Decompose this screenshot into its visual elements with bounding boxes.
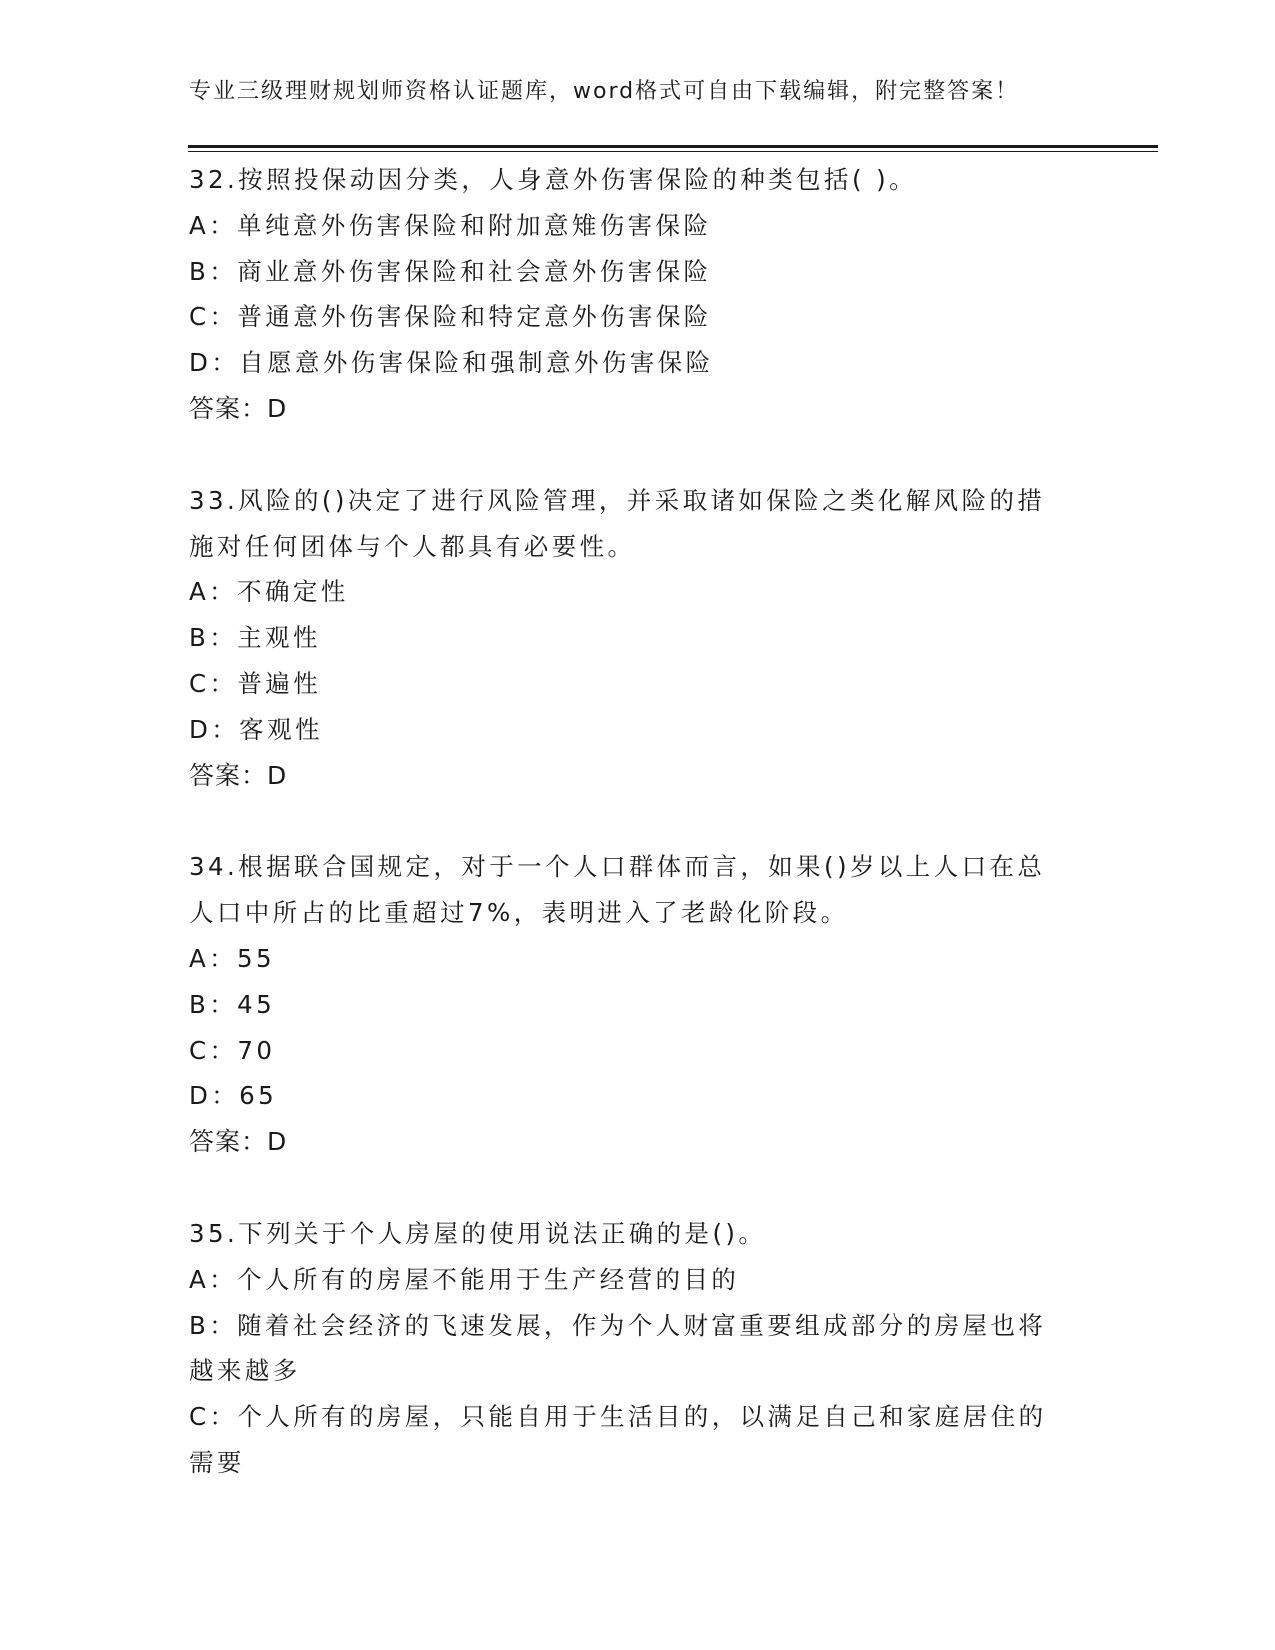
question-list xyxy=(189,157,1089,1532)
option-a: A：单纯意外伤害保险和附加意雉伤害保险 xyxy=(189,210,712,240)
option-c: C：70 xyxy=(189,1035,276,1065)
page-header: 专业三级理财规划师资格认证题库，word格式可自由下载编辑，附完整答案！ xyxy=(189,79,1020,104)
option-c-continued: 需要 xyxy=(189,1447,245,1477)
option-b: B：随着社会经济的飞速发展，作为个人财富重要组成部分的房屋也将 xyxy=(189,1310,1047,1340)
question-32 xyxy=(189,157,1089,432)
option-d: D：65 xyxy=(189,1081,278,1111)
option-d: D：客观性 xyxy=(189,714,323,744)
option-b: B：商业意外伤害保险和社会意外伤害保险 xyxy=(189,256,712,286)
question-stem-line: 33.风险的()决定了进行风险管理，并采取诸如保险之类化解风险的措 xyxy=(189,485,1046,515)
option-b: B：主观性 xyxy=(189,623,321,653)
option-a: A：个人所有的房屋不能用于生产经营的目的 xyxy=(189,1264,740,1294)
header-rule-thick xyxy=(188,145,1158,148)
question-34 xyxy=(189,844,1089,1165)
option-c: C：普通意外伤害保险和特定意外伤害保险 xyxy=(189,302,712,332)
header-rule-thin xyxy=(188,151,1158,152)
option-a: A：不确定性 xyxy=(189,577,349,607)
option-a: A：55 xyxy=(189,943,276,973)
question-stem-line: 32.按照投保动因分类，人身意外伤害保险的种类包括( )。 xyxy=(189,165,917,194)
question-stem-line: 35.下列关于个人房屋的使用说法正确的是()。 xyxy=(189,1218,767,1248)
option-b: B：45 xyxy=(189,989,276,1019)
question-stem-line: 人口中所占的比重超过7%，表明进入了老龄化阶段。 xyxy=(189,898,849,928)
answer-line: 答案：D xyxy=(189,1127,288,1157)
question-stem-line: 施对任何团体与个人都具有必要性。 xyxy=(189,531,636,561)
option-c: C：个人所有的房屋，只能自用于生活目的，以满足自己和家庭居住的 xyxy=(189,1402,1047,1432)
option-c: C：普遍性 xyxy=(189,668,322,698)
option-b-continued: 越来越多 xyxy=(189,1356,301,1386)
question-stem-line: 34.根据联合国规定，对于一个人口群体而言，如果()岁以上人口在总 xyxy=(189,852,1046,882)
question-35 xyxy=(189,1211,1089,1486)
answer-line: 答案：D xyxy=(189,760,288,790)
answer-line: 答案：D xyxy=(189,393,288,423)
question-33 xyxy=(189,478,1089,799)
option-d: D：自愿意外伤害保险和强制意外伤害保险 xyxy=(189,348,714,378)
